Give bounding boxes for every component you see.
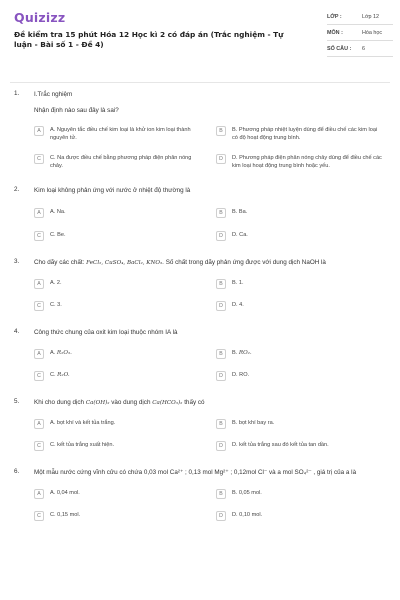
option-letter: C [34,231,44,241]
option-text [50,349,200,357]
formula: Ca(OH)₂ [85,400,110,406]
option-text: B. Phương pháp nhiệt luyện dùng để điều chế các kim loại có độ hoạt động trung bình. [232,127,378,141]
option-text: D. 4. [232,302,244,308]
option-letter: B [216,279,226,289]
section-number: 1. [14,90,20,97]
question-number: 5. [14,398,20,405]
question-text: Công thức chung của oxit kim loại thuộc nhóm IA là [34,329,178,336]
option-letter: C [34,154,44,164]
formula: Ca(HCO₃)₂ [152,400,183,406]
option-letter: B [216,419,226,429]
divider [10,82,390,83]
option-letter: C [34,371,44,381]
option-text: B. Ba. [232,209,248,215]
question-number: 4. [14,328,20,335]
option-text: C. 3. [50,302,62,308]
option-letter: B [216,208,226,218]
worksheet-meta [327,14,393,62]
option-text: C. kết tủa trắng xuất hiện. [50,442,115,448]
question-text-post: thấy có [184,399,205,406]
question-text: Kim loại không phản ứng với nước ở nhiệt độ thường là [34,187,191,194]
formula: CuSO₄, [104,260,126,266]
formula: BaCl₂, [126,260,145,266]
option-prefix: C. [50,372,56,378]
option-text: A. Na. [50,209,66,215]
option-text: D. 0,10 mol. [232,512,263,518]
option-text [50,371,200,379]
question-text: Nhận định nào sau đây là sai? [34,107,119,114]
option-prefix: A. [50,350,56,356]
question-number: 2. [14,186,20,193]
meta-value-count: 6 [362,46,365,52]
option-text: A. 2. [50,280,62,286]
formula: RO₂. [238,350,252,356]
question-text-post: Số chất trong dãy phản ứng được với dung dịch NaOH là [165,259,326,266]
question-text-pre: Khi cho dung dịch [34,399,85,406]
option-text: C. 0,15 mol. [50,512,81,518]
question-text-mid: vào dung dịch [111,399,151,406]
option-text: C. Be. [50,232,66,238]
option-text: A. 0,04 mol. [50,490,80,496]
question-text: Một mẫu nước cứng vĩnh cửu có chứa 0,03 mol Ca²⁺ ; 0,13 mol Mg²⁺ ; 0,12mol Cl⁻ và a mol SO₄²⁻ , giá trị của a là [34,469,357,476]
option-letter: D [216,441,226,451]
option-letter: A [34,489,44,499]
meta-value-subject: Hóa học [362,30,383,36]
formula: KNO₃. [146,260,164,266]
option-letter: C [34,511,44,521]
option-letter: B [216,126,226,136]
option-text: D. kết tủa trắng sau đó kết tủa tan dần. [232,442,329,448]
option-text: A. bọt khí và kết tủa trắng. [50,420,116,426]
option-letter: D [216,511,226,521]
meta-value-class: Lớp 12 [362,14,380,20]
option-text: B. bọt khí bay ra. [232,420,275,426]
worksheet-title: Đề kiểm tra 15 phút Hóa 12 Học kì 2 có đáp án (Trắc nghiệm - Tự luận - Bài số 1 - Đề 4) [14,30,284,49]
section-title: I.Trắc nghiệm [34,91,73,98]
option-letter: B [216,489,226,499]
option-text: D. Phương pháp điện phân nóng chảy dùng để điều chế các kim loại hoạt động trung bình hoặc yếu. [232,155,382,169]
option-letter: D [216,231,226,241]
question-text-pre: Cho dãy các chất: [34,259,85,266]
option-text: B. 1. [232,280,244,286]
option-prefix: B. [232,350,238,356]
question-number: 3. [14,258,20,265]
option-text: D. RO. [232,372,250,378]
option-letter: D [216,154,226,164]
option-letter: C [34,441,44,451]
option-letter: A [34,126,44,136]
quizizz-logo: Quizizz [14,10,66,25]
option-text: B. 0,05 mol. [232,490,262,496]
meta-key-subject: MÔN : [327,30,343,36]
option-letter: A [34,419,44,429]
option-letter: D [216,371,226,381]
option-letter: A [34,349,44,359]
option-letter: A [34,279,44,289]
option-letter: D [216,301,226,311]
formula: FeCl₂, [86,260,104,266]
formula: R₂O₃. [56,350,72,356]
formula: R₂O. [57,372,70,378]
option-text [232,349,382,357]
option-letter: A [34,208,44,218]
option-letter: C [34,301,44,311]
option-text: A. Nguyên tắc điều chế kim loại là khử ion kim loại thành nguyên tử. [50,127,191,141]
option-letter: B [216,349,226,359]
option-text: C. Na được điều chế bằng phương pháp điện phân nóng chảy. [50,155,192,169]
question-number: 6. [14,468,20,475]
meta-key-count: SỐ CÂU : [327,46,352,52]
question-text [34,258,386,268]
meta-key-class: LỚP : [327,14,342,20]
question-text [34,398,386,408]
option-text: D. Ca. [232,232,248,238]
